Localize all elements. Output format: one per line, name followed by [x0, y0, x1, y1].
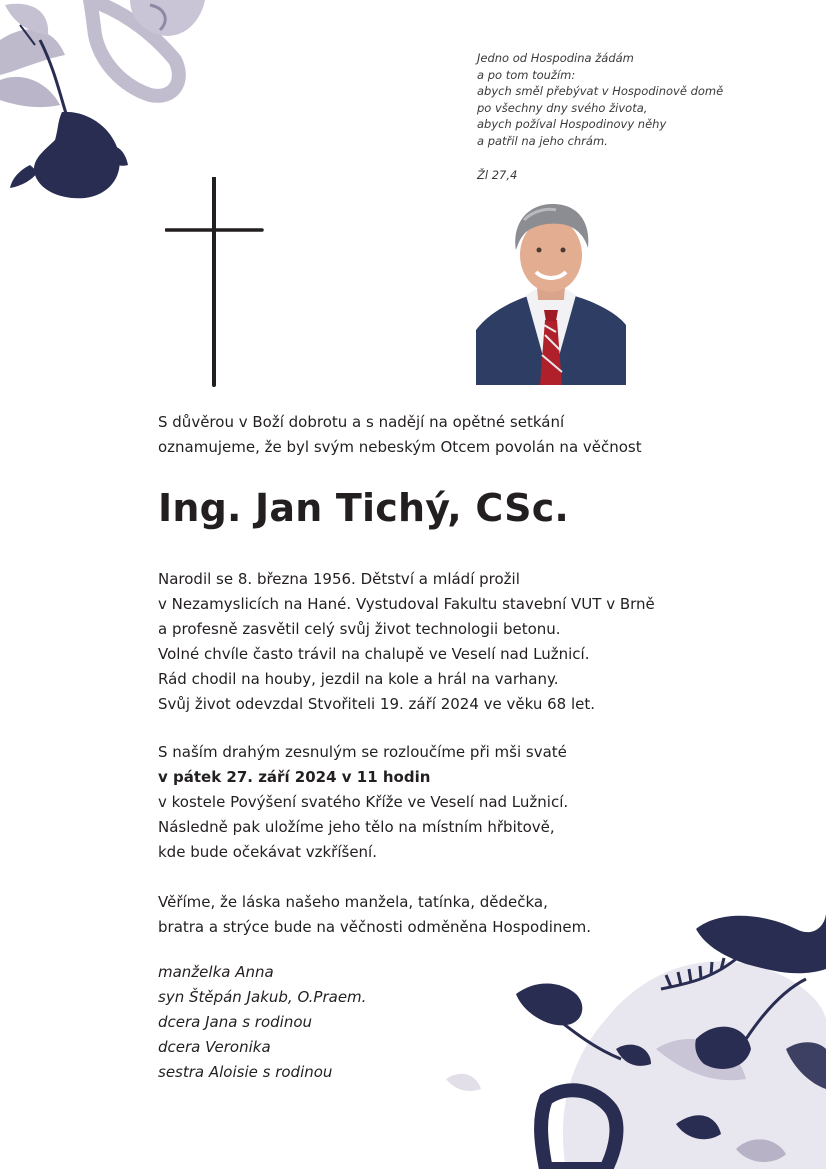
- verse-line: a po tom toužím:: [477, 67, 576, 82]
- biography-line: v Nezamyslicích na Hané. Vystudoval Fakultu stavební VUT v Brně: [158, 595, 655, 613]
- funeral-line: kde bude očekávat vzkříšení.: [158, 843, 377, 861]
- biography: [158, 567, 718, 717]
- announcement-intro: [158, 410, 718, 460]
- mourner: syn Štěpán Jakub, O.Praem.: [158, 988, 367, 1006]
- verse-line: Jedno od Hospodina žádám: [477, 51, 634, 65]
- intro-line: oznamujeme, že byl svým nebeským Otcem povolán na věčnost: [158, 438, 642, 456]
- verse-line: a patřil na jeho chrám.: [477, 133, 608, 148]
- floral-decoration-bottom-right-icon: [446, 909, 826, 1169]
- portrait-photo: [476, 200, 626, 385]
- deceased-name: Ing. Jan Tichý, CSc.: [158, 486, 570, 530]
- funeral-date-time: v pátek 27. září 2024 v 11 hodin: [158, 768, 431, 786]
- biography-line: a profesně zasvětil celý svůj život technologii betonu.: [158, 620, 561, 638]
- biography-line: Volné chvíle často trávil na chalupě ve Veselí nad Lužnicí.: [158, 645, 590, 663]
- cross-icon: [165, 177, 265, 387]
- funeral-line: S naším drahým zesnulým se rozloučíme při mši svaté: [158, 743, 567, 761]
- biography-line: Narodil se 8. března 1956. Dětství a mládí prožil: [158, 570, 520, 588]
- mourner: dcera Veronika: [158, 1038, 271, 1056]
- biography-line: Svůj život odevzdal Stvořiteli 19. září 2024 ve věku 68 let.: [158, 695, 596, 713]
- faith-line: bratra a strýce bude na věčnosti odměněna Hospodinem.: [158, 918, 592, 936]
- funeral-line: Následně pak uložíme jeho tělo na místním hřbitově,: [158, 818, 555, 836]
- mourner: sestra Aloisie s rodinou: [158, 1063, 333, 1081]
- mourner: dcera Jana s rodinou: [158, 1013, 313, 1031]
- verse-line: abych požíval Hospodinovy něhy: [477, 117, 667, 132]
- funeral-details: [158, 740, 718, 865]
- verse-line: abych směl přebývat v Hospodinově domě: [477, 84, 724, 99]
- funeral-location: v kostele Povýšení svatého Kříže ve Veselí nad Lužnicí.: [158, 793, 569, 811]
- intro-line: S důvěrou v Boží dobrotu a s nadějí na opětné setkání: [158, 413, 565, 431]
- faith-line: Věříme, že láska našeho manžela, tatínka, dědečka,: [158, 893, 548, 911]
- biography-line: Rád chodil na houby, jezdil na kole a hrál na varhany.: [158, 670, 559, 688]
- verse-line: po všechny dny svého života,: [477, 100, 648, 115]
- verse-reference: Žl 27,4: [477, 167, 518, 182]
- mourner: manželka Anna: [158, 963, 274, 981]
- bible-verse: [477, 50, 777, 183]
